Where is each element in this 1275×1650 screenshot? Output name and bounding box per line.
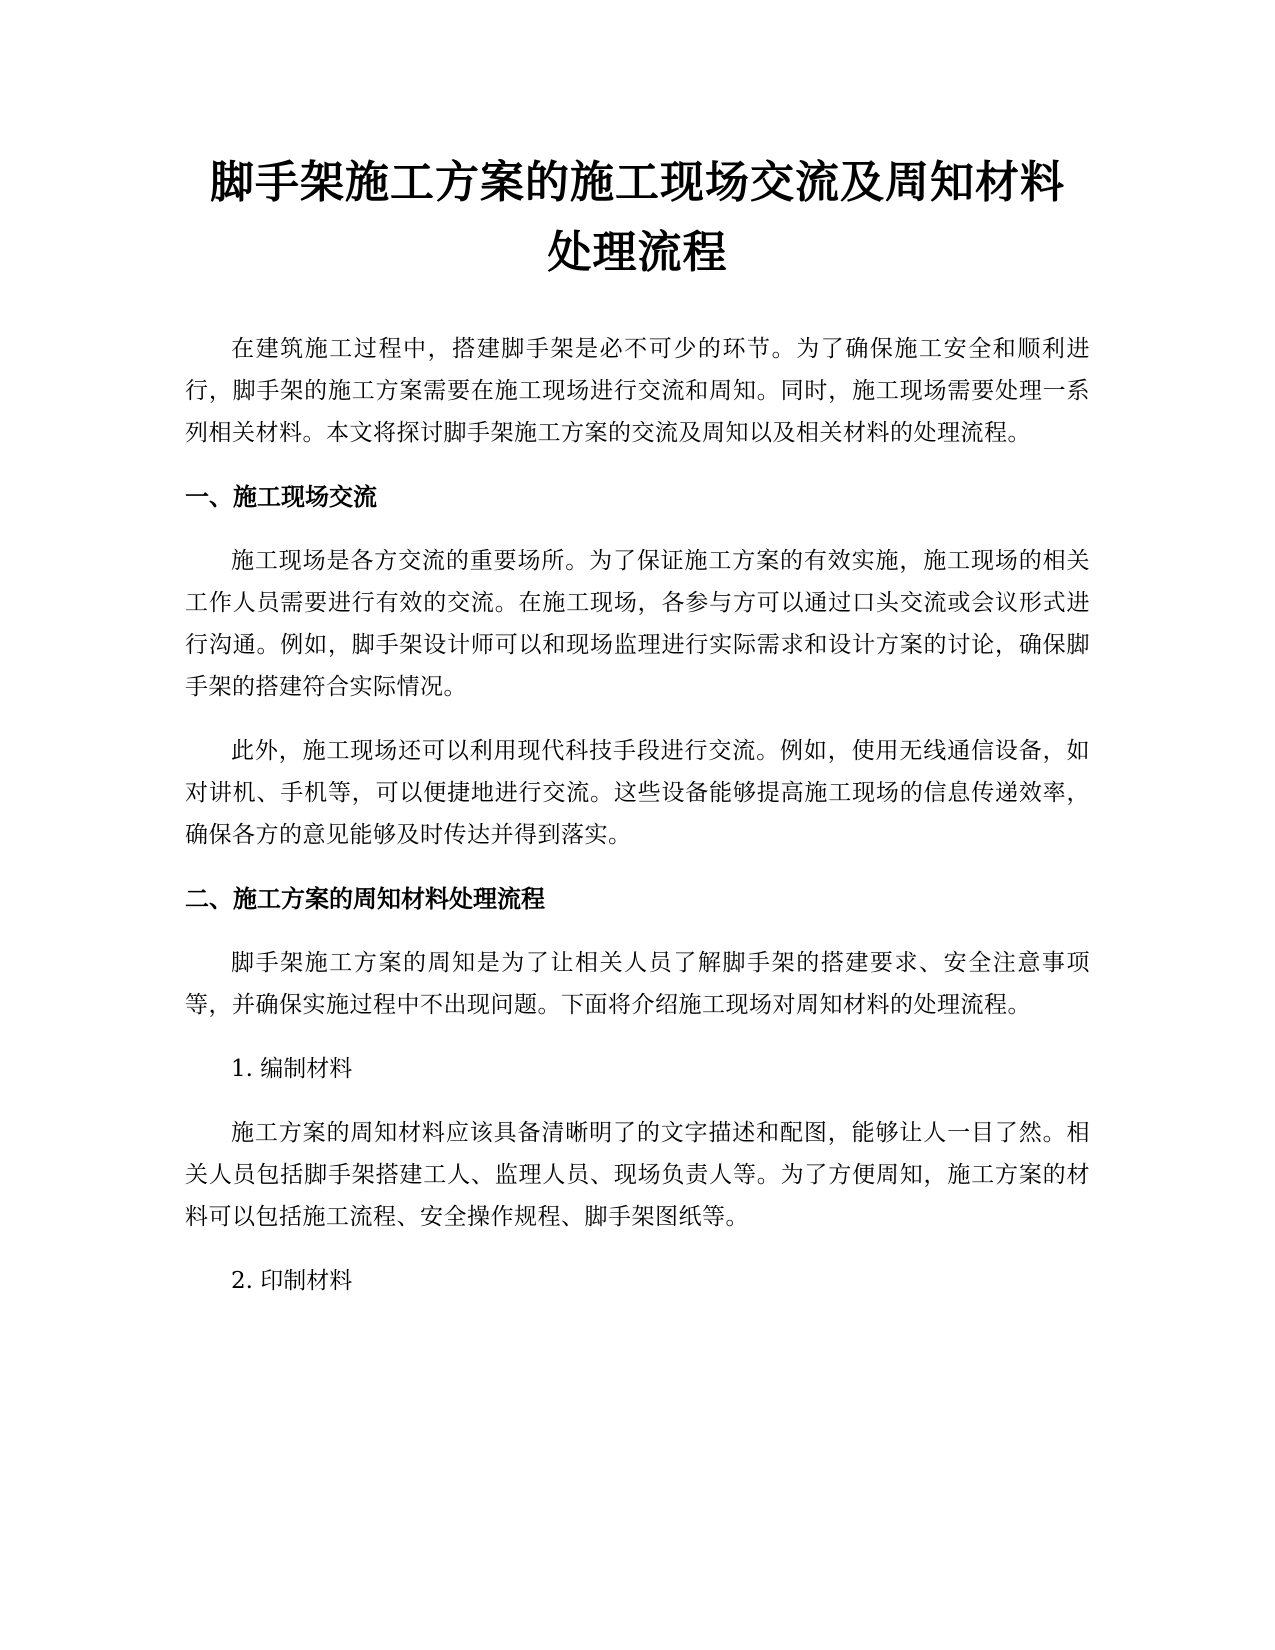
step-2-label: 2. 印制材料 (231, 1268, 353, 1294)
step-1-text: 施工方案的周知材料应该具备清晰明了的文字描述和配图，能够让人一目了然。相关人员包括脚手架搭建工人、监理人员、现场负责人等。为了方便周知，施工方案的材料可以包括施工流程、安全操作规程、脚手架图纸等。 (185, 1120, 1090, 1230)
intro-paragraph: 在建筑施工过程中，搭建脚手架是必不可少的环节。为了确保施工安全和顺利进行，脚手架的施工方案需要在施工现场进行交流和周知。同时，施工现场需要处理一系列相关材料。本文将探讨脚手架施工方案的交流及周知以及相关材料的处理流程。 (185, 336, 1090, 446)
document-title (185, 0, 1090, 288)
section-1-paragraph-1: 施工现场是各方交流的重要场所。为了保证施工方案的有效实施，施工现场的相关工作人员需要进行有效的交流。在施工现场，各参与方可以通过口头交流或会议形式进行沟通。例如，脚手架设计师可以和现场监理进行实际需求和设计方案的讨论，确保脚手架的搭建符合实际情况。 (185, 548, 1090, 700)
section-2-heading: 二、施工方案的周知材料处理流程 (185, 885, 545, 913)
title-line-2: 处理流程 (547, 227, 728, 278)
document-page (185, 0, 1090, 1302)
section-1-heading: 一、施工现场交流 (185, 483, 377, 511)
step-1-label: 1. 编制材料 (231, 1056, 353, 1082)
section-2-intro: 脚手架施工方案的周知是为了让相关人员了解脚手架的搭建要求、安全注意事项等，并确保实施过程中不出现问题。下面将介绍施工现场对周知材料的处理流程。 (185, 950, 1090, 1018)
title-line-1: 脚手架施工方案的施工现场交流及周知材料 (210, 157, 1065, 208)
section-1-paragraph-2: 此外，施工现场还可以利用现代科技手段进行交流。例如，使用无线通信设备，如对讲机、手机等，可以便捷地进行交流。这些设备能够提高施工现场的信息传递效率，确保各方的意见能够及时传达并得到落实。 (185, 738, 1090, 848)
